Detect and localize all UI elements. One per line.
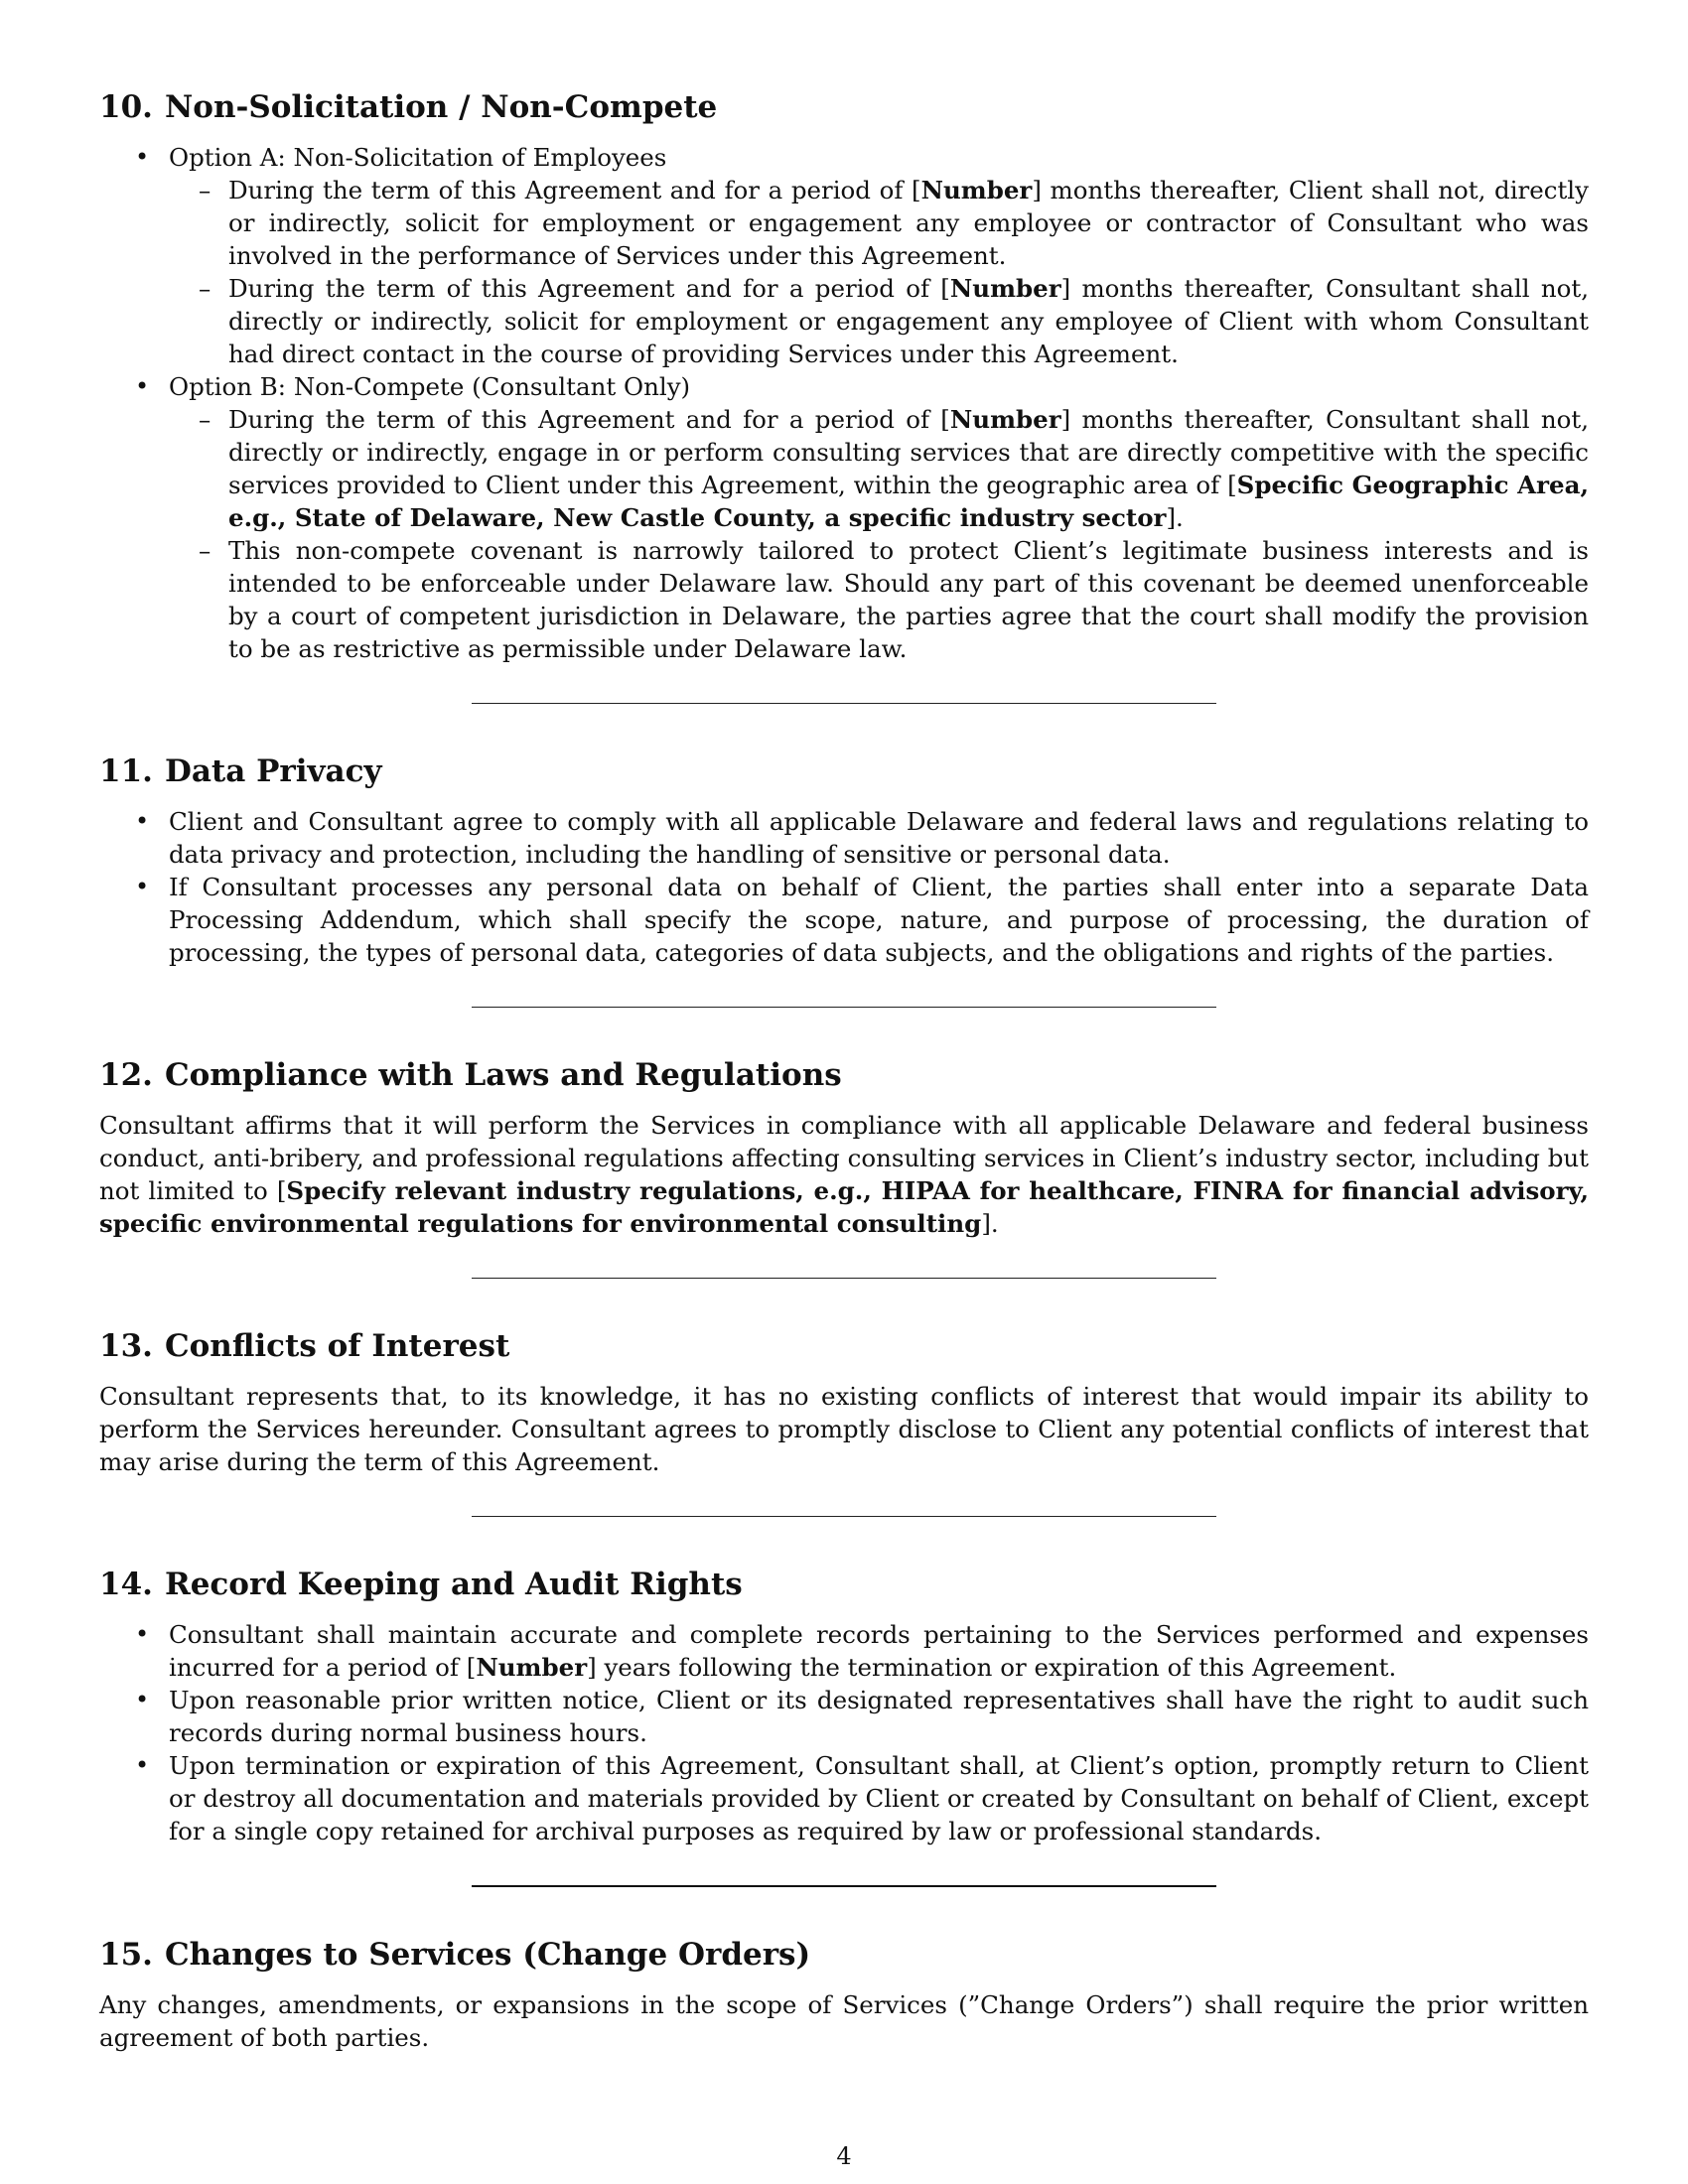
text-run: ] months thereafter, Consultant shall not, directly or indirectly, solicit for employment or engagement any employee of Client with whom Consultant had direct contact in the course of providing Services under this Agreement. bbox=[228, 274, 1589, 368]
section-number: 12. bbox=[99, 1057, 153, 1093]
dash-icon: – bbox=[199, 536, 211, 565]
section-heading bbox=[99, 751, 1589, 791]
text-run: Upon reasonable prior written notice, Client or its designated representatives shall have the right to audit such records during normal business hours. bbox=[169, 1686, 1589, 1747]
text-run: During the term of this Agreement and for a period of [ bbox=[228, 405, 950, 434]
document-page bbox=[99, 87, 1589, 2054]
bullet-list bbox=[99, 805, 1589, 969]
section-divider bbox=[472, 1885, 1216, 1887]
section-title: Non-Solicitation / Non-Compete bbox=[164, 89, 718, 125]
section-14 bbox=[99, 1565, 1589, 1847]
text-run: If Consultant processes any personal data on behalf of Client, the parties shall enter into a separate Data Processing Addendum, which shall specify the scope, nature, and purpose of processing, the duration of processing, the types of personal data, categories of data subjects, and the obligations and rights of the parties. bbox=[169, 873, 1589, 967]
section-heading bbox=[99, 1935, 1589, 1975]
section-number: 13. bbox=[99, 1328, 153, 1364]
section-divider bbox=[472, 1007, 1216, 1008]
section-divider bbox=[472, 1516, 1216, 1517]
text-run: This non-compete covenant is narrowly tailored to protect Client’s legitimate business interests and is intended to be enforceable under Delaware law. Should any part of this covenant be deemed unenforceable by a court of competent jurisdiction in Delaware, the parties agree that the court shall modify the provision to be as restrictive as permissible under Delaware law. bbox=[228, 536, 1589, 663]
section-divider bbox=[472, 703, 1216, 704]
section-paragraph: Any changes, amendments, or expansions in the scope of Services (”Change Orders”) shall require the prior written agreement of both parties. bbox=[99, 1990, 1589, 2052]
list-item bbox=[99, 1749, 1589, 1847]
text-run: During the term of this Agreement and for a period of [ bbox=[228, 176, 921, 205]
option-a bbox=[99, 141, 1589, 370]
option-b bbox=[99, 370, 1589, 665]
text-run: ] months thereafter, Client shall not, directly or indirectly, solicit for employment or engagement any employee or contractor of Consultant who was involved in the performance of Services under this Agreement. bbox=[228, 176, 1589, 270]
section-11 bbox=[99, 751, 1589, 969]
section-title: Conflicts of Interest bbox=[164, 1328, 510, 1364]
dash-icon: – bbox=[199, 405, 211, 434]
section-12 bbox=[99, 1055, 1589, 1240]
list-item bbox=[169, 174, 1589, 272]
text-run: During the term of this Agreement and for a period of [ bbox=[228, 274, 950, 303]
section-number: 10. bbox=[99, 89, 153, 125]
bullet-icon: • bbox=[135, 807, 150, 835]
bullet-icon: • bbox=[135, 1686, 150, 1713]
list-item bbox=[99, 1684, 1589, 1749]
placeholder-bold: Specify relevant industry regulations, e.g., HIPAA for healthcare, FINRA for financial advisory, specific environmental regulations for environmental consulting bbox=[99, 1176, 1589, 1238]
sub-list bbox=[169, 174, 1589, 370]
placeholder-bold: Number bbox=[476, 1653, 588, 1682]
sub-list bbox=[169, 403, 1589, 665]
bullet-list bbox=[99, 1618, 1589, 1847]
section-heading bbox=[99, 1055, 1589, 1095]
section-number: 15. bbox=[99, 1937, 153, 1973]
section-number: 14. bbox=[99, 1567, 153, 1602]
option-label: Option B: Non-Compete (Consultant Only) bbox=[169, 372, 691, 401]
section-number: 11. bbox=[99, 753, 153, 789]
section-paragraph bbox=[99, 1109, 1589, 1240]
list-item bbox=[99, 871, 1589, 969]
section-title: Changes to Services (Change Orders) bbox=[164, 1937, 811, 1973]
text-run: Upon termination or expiration of this Agreement, Consultant shall, at Client’s option, promptly return to Client or destroy all documentation and materials provided by Client or created by Consultant on behalf of Client, except for a single copy retained for archival purposes as required by law or professional standards. bbox=[169, 1751, 1589, 1845]
section-title: Data Privacy bbox=[164, 753, 382, 789]
option-label: Option A: Non-Solicitation of Employees bbox=[169, 143, 667, 172]
bullet-icon: • bbox=[135, 143, 150, 171]
section-heading bbox=[99, 1326, 1589, 1366]
placeholder-bold: Specific Geographic Area, e.g., State of Delaware, New Castle County, a specific industry sector bbox=[228, 471, 1589, 532]
section-15 bbox=[99, 1935, 1589, 2054]
text-run: ]. bbox=[981, 1209, 999, 1238]
bullet-icon: • bbox=[135, 1751, 150, 1779]
text-run: ]. bbox=[1166, 503, 1184, 532]
dash-icon: – bbox=[199, 176, 211, 205]
bullet-icon: • bbox=[135, 873, 150, 900]
list-item bbox=[99, 805, 1589, 871]
section-heading bbox=[99, 87, 1589, 127]
text-run: ] months thereafter, Consultant shall not, directly or indirectly, engage in or perform consulting services that are directly competitive with the specific services provided to Client under this Agreement, within the geographic area of [ bbox=[228, 405, 1589, 499]
section-divider bbox=[472, 1278, 1216, 1279]
text-run: ] years following the termination or expiration of this Agreement. bbox=[587, 1653, 1397, 1682]
bullet-icon: • bbox=[135, 372, 150, 400]
list-item bbox=[169, 272, 1589, 370]
text-run: Consultant shall maintain accurate and complete records pertaining to the Services performed and expenses incurred for a period of [ bbox=[169, 1620, 1589, 1682]
bullet-icon: • bbox=[135, 1620, 150, 1648]
list-item bbox=[169, 534, 1589, 665]
placeholder-bold: Number bbox=[920, 176, 1033, 205]
list-item bbox=[99, 1618, 1589, 1684]
section-10 bbox=[99, 87, 1589, 665]
section-title: Compliance with Laws and Regulations bbox=[164, 1057, 842, 1093]
section-heading bbox=[99, 1565, 1589, 1604]
placeholder-bold: Number bbox=[949, 274, 1061, 303]
section-paragraph: Consultant represents that, to its knowledge, it has no existing conflicts of interest that would impair its ability to perform the Services hereunder. Consultant agrees to promptly disclose to Client any potential conflicts of interest that may arise during the term of this Agreement. bbox=[99, 1382, 1589, 1476]
page-number: 4 bbox=[836, 2142, 852, 2170]
dash-icon: – bbox=[199, 274, 211, 303]
list-item bbox=[169, 403, 1589, 534]
text-run: Client and Consultant agree to comply with all applicable Delaware and federal laws and regulations relating to data privacy and protection, including the handling of sensitive or personal data. bbox=[169, 807, 1589, 869]
text-run: Consultant affirms that it will perform the Services in compliance with all applicable Delaware and federal business conduct, anti-bribery, and professional regulations affecting consulting services in Client’s industry sector, including but not limited to [ bbox=[99, 1111, 1590, 1205]
section-13 bbox=[99, 1326, 1589, 1478]
placeholder-bold: Number bbox=[949, 405, 1061, 434]
section-title: Record Keeping and Audit Rights bbox=[164, 1567, 743, 1602]
options-list bbox=[99, 141, 1589, 665]
